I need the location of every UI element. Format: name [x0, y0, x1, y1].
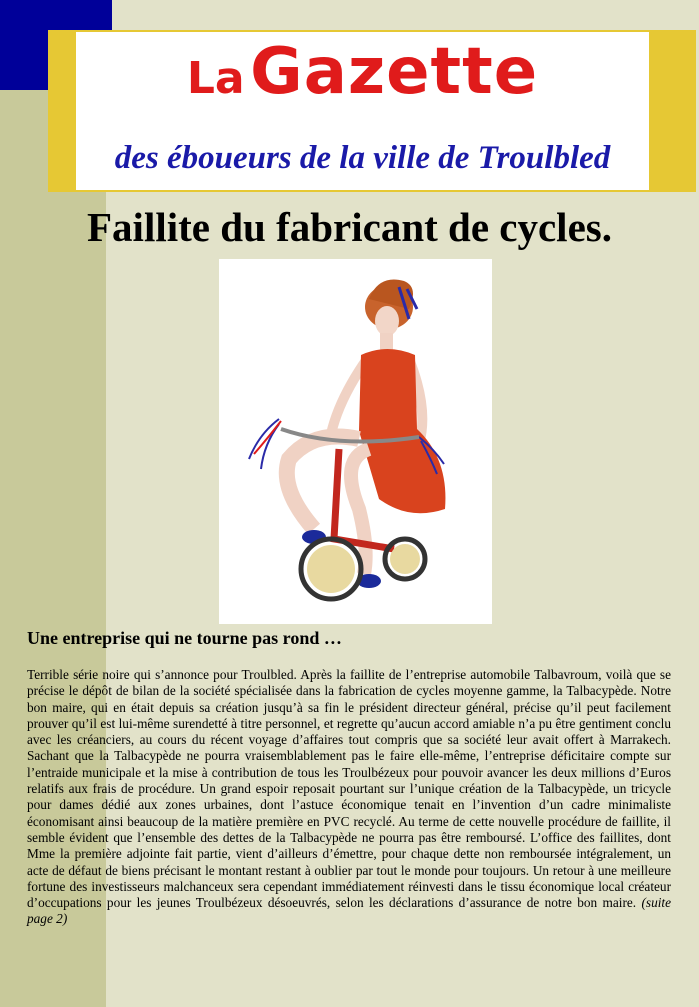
continuation-note: (suite page 2) [27, 895, 672, 927]
article-photo [219, 259, 492, 624]
masthead-title-la: La [186, 53, 245, 104]
article-body-text: Terrible série noire qui s’annonce pour Troulbled. Après la faillite de l’entreprise automobile Talbavroum, voilà que se précise le dépôt de bilan de la société spécialisée dans la fabrication de cycles moyenne gamme, la Talbacypède. Notre bon maire, qui en était depuis sa création jusqu’à sa fin le président directeur général, précise qu’il peut facilement prouver qu’il est lui-même surendetté à titre personnel, et regrette qu’aucun accord amiable n’a pu être gentiment conclu avec les créanciers, au cours du récent voyage d’affaires tout compris que sa société leur avait offert à Marrakech. Sachant que la Talbacypède ne pourra vraisemblablement pas le faire elle-même, l’entreprise déficitaire compte sur l’entraide municipale et la mise à contribution de tous les Troulbézeux pour pouvoir avancer les deux millions d’Euros relatifs aux frais de procédure. Un grand espoir reposait pourtant sur l’unique création de la Talbacypède, un tricycle pour dames dédié aux zones urbaines, dont l’astuce économique tenait en l’invention d’un cadre minimaliste économisant ainsi beaucoup de la matière première en PVC recyclé. Au terme de cette nouvelle procédure de faillite, il semble évident que l’ensemble des dettes de la Talbacypède ne pourra pas être remboursé. L’office des faillites, dont Mme la première adjointe fait partie, vient d’ailleurs d’émettre, pour chaque dette non remboursée intégralement, un acte de défaut de biens précisant le montant restant à oublier par tout le monde pour toujours. Un retour à une meilleure fortune des investisseurs malchanceux sera cependant immédiatement réinvesti dans le tissu économique local créateur d’occupations pour les jeunes Troulbézeux désoeuvrés, selon les déclarations d’assurance de notre bon maire. [27, 667, 671, 911]
masthead-title [76, 35, 649, 109]
article-headline: Faillite du fabricant de cycles. [87, 204, 612, 250]
masthead-subtitle: des éboueurs de la ville de Troulbled [114, 140, 611, 176]
article-subheading: Une entreprise qui ne tourne pas rond … [27, 628, 342, 648]
masthead-banner [48, 30, 696, 192]
masthead-title-gazette: Gazette [250, 35, 539, 109]
tricycle-illustration [219, 259, 492, 624]
article-body [27, 667, 671, 928]
masthead-panel [76, 32, 649, 190]
